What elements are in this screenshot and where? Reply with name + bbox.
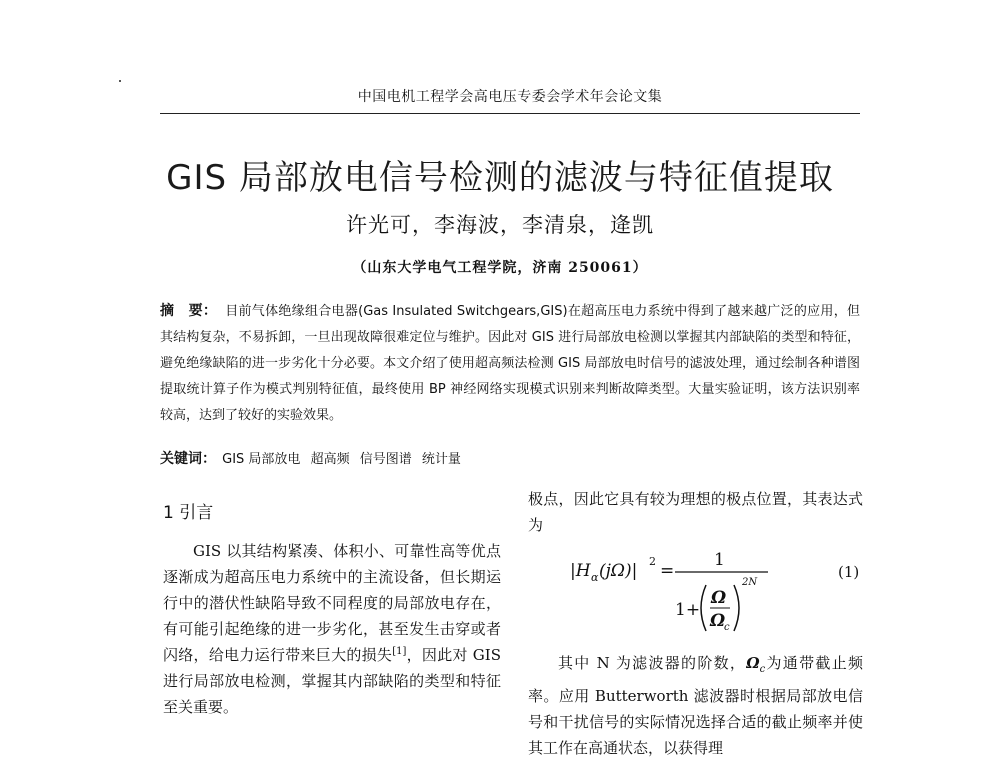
running-header: 中国电机工程学会高电压专委会学术年会论文集 — [357, 89, 663, 105]
eq-omega: Ω — [711, 588, 727, 608]
keyword-item: 超高频 — [310, 452, 350, 467]
eq-lhs: |H — [570, 561, 591, 581]
eq-one-plus: 1+ — [675, 600, 701, 620]
section-heading-intro: 1 引言 — [163, 503, 214, 523]
left-column-text — [163, 538, 501, 720]
scan-artifact-dot — [119, 80, 121, 82]
filter-text-a: 其中 N 为滤波器的阶数， — [558, 654, 747, 672]
eq-exponent: 2N — [742, 577, 758, 588]
eq-numerator: 1 — [714, 550, 725, 570]
omega-c-symbol: Ω — [746, 654, 760, 672]
right-column-intro: 极点，因此它具有较为理想的极点位置，其表达式为 — [528, 490, 863, 534]
intro-text: GIS 以其结构紧凑、体积小、可靠性高等优点逐渐成为超高压电力系统中的主流设备，但长期运行中的潜伏性缺陷导致不同程度的局部放电存在，有可能引起绝缘的进一步劣化，甚至发生击穿或者闪络，给电力运行带来巨大的损失 — [163, 542, 501, 664]
butterworth-equation — [570, 545, 860, 640]
eq-right-paren — [734, 585, 739, 631]
omega-c-sub: c — [759, 664, 766, 675]
keywords-block — [160, 448, 860, 468]
paper-authors: 许光可，李海波，李清泉，逄凯 — [346, 213, 654, 237]
abstract-text: 目前气体绝缘组合电器(Gas Insulated Switchgears,GIS)在超高压电力系统中得到了越来越广泛的应用，但其结构复杂，不易拆卸，一旦出现故障很难定位与维护。因此对 GIS 进行局部放电检测以掌握其内部缺陷的类型和特征，避免绝缘缺陷的进一步劣化十分必要。本文介绍了使用超高频法检测 GIS 局部放电时信号的滤波处理，通过绘制各种谱图提取统计算子作为模式判别特征值，最终使用 BP 神经网络实现模式识别来判断故障类型。大量实验证明，该方法识别率较高，达到了较好的实验效果。 — [160, 304, 861, 423]
eq-left-paren — [701, 585, 706, 631]
keyword-item: 信号图谱 — [359, 452, 412, 467]
intro-text-cont: ，因此对 GIS 进行局部放电检测，掌握其内部缺陷的类型和特征至关重要。 — [163, 646, 501, 716]
keyword-item: 统计量 — [421, 452, 461, 467]
right-column-text — [528, 650, 863, 761]
eq-equals: = — [660, 561, 675, 581]
abstract-label: 摘 要： — [160, 303, 218, 319]
citation-ref: [1] — [392, 646, 407, 657]
paper-title: GIS 局部放电信号检测的滤波与特征值提取 — [166, 158, 834, 198]
filter-paragraph — [528, 650, 863, 761]
header-rule — [160, 113, 860, 114]
eq-omega-c: Ω — [710, 611, 726, 631]
keywords-label: 关键词： — [160, 451, 216, 467]
keyword-item: GIS 局部放电 — [222, 452, 301, 467]
eq-c-sub: c — [724, 622, 730, 633]
filter-text-b: 为通带截止频率。应用 Butterworth 滤波器时根据局部放电信号和干扰信号的实际情况选择合适的截止频率并使其工作在高通状态，以获得理 — [528, 654, 863, 757]
eq-arg: (jΩ)| — [599, 561, 638, 581]
eq-alpha: α — [591, 571, 599, 584]
equation-number: (1) — [838, 563, 860, 581]
intro-paragraph — [163, 538, 501, 720]
abstract-block — [160, 298, 860, 429]
paper-affiliation: （山东大学电气工程学院，济南 250061） — [352, 260, 648, 276]
eq-square: 2 — [649, 555, 656, 568]
